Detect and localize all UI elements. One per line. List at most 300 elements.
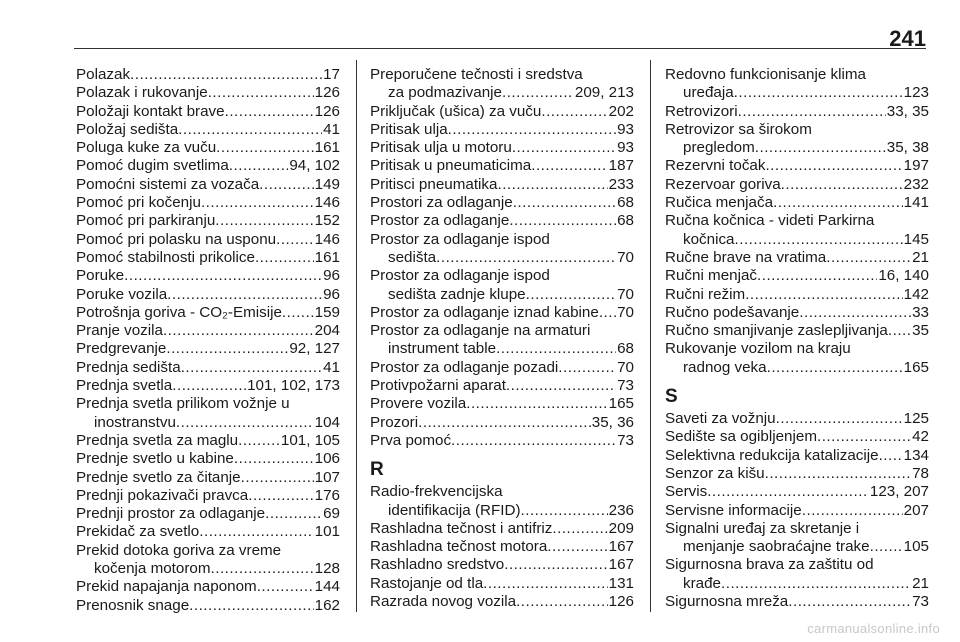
index-entry-heading: Polazak	[76, 66, 131, 83]
dot-leader	[167, 286, 322, 304]
index-entry-heading: Predgrevanje	[76, 340, 167, 358]
index-entry[interactable]	[76, 578, 340, 596]
index-entry[interactable]	[370, 66, 634, 103]
index-entry[interactable]	[665, 428, 929, 446]
dot-leader	[497, 176, 607, 194]
index-entry[interactable]	[665, 103, 929, 121]
page-number: 241	[889, 26, 926, 51]
column-divider	[356, 60, 357, 612]
index-entry-subheading: uređaja	[683, 84, 734, 102]
index-entry[interactable]	[665, 176, 929, 194]
dot-leader	[215, 212, 313, 230]
index-entry-subheading: pregledom	[683, 139, 755, 157]
index-entry[interactable]	[370, 322, 634, 359]
dot-leader	[558, 359, 616, 377]
index-entry-subheading: instrument table	[388, 340, 497, 358]
index-entry-heading: Pranje vozila	[76, 322, 163, 340]
page-references[interactable]: 33	[912, 303, 929, 321]
page-references[interactable]: 105	[903, 538, 929, 556]
dot-leader	[767, 359, 903, 377]
dot-leader	[512, 139, 616, 157]
index-entry-heading: Pomoć pri polasku na usponu	[76, 230, 277, 248]
index-entry-heading: Prenosnik snage	[76, 596, 190, 614]
dot-leader	[552, 520, 607, 538]
index-entry[interactable]	[76, 249, 340, 267]
index-entry[interactable]	[665, 447, 929, 465]
index-entry[interactable]	[76, 395, 340, 432]
index-entry[interactable]	[76, 121, 340, 139]
index-entry-heading: Saveti za vožnju	[665, 410, 776, 428]
index-entry[interactable]	[370, 575, 634, 593]
page-references[interactable]: 167	[608, 538, 634, 556]
index-entry[interactable]	[370, 538, 634, 556]
index-entry[interactable]	[370, 593, 634, 611]
index-entry-heading: Priključak (ušica) za vuču	[370, 102, 542, 120]
index-entry[interactable]	[76, 157, 340, 175]
index-entry-subheading: inostranstvu	[94, 413, 176, 431]
index-entry-heading: Sedište sa ogibljenjem	[665, 428, 817, 446]
index-entry-heading: Ručica menjača	[665, 194, 774, 212]
index-entry-heading: Prednji pokazivači pravca	[76, 486, 249, 504]
index-entry[interactable]	[76, 469, 340, 487]
index-entry[interactable]	[76, 286, 340, 304]
page-references[interactable]: 126	[608, 593, 634, 611]
page-references[interactable]: 101, 105	[280, 431, 340, 449]
index-entry[interactable]	[76, 487, 340, 505]
index-entry-heading: Selektivna redukcija katalizacije	[665, 446, 879, 464]
page-references[interactable]: 21	[912, 574, 929, 592]
dot-leader	[166, 340, 288, 358]
index-entry[interactable]	[665, 304, 929, 322]
watermark: carmanualsonline.info	[807, 621, 940, 636]
index-entry-heading: Signalni uređaj za skretanje i	[665, 519, 860, 537]
index-entry-heading: Prekidač za svetlo	[76, 523, 200, 541]
index-entry[interactable]	[76, 359, 340, 377]
index-entry[interactable]	[76, 231, 340, 249]
index-entry-heading: Pritisak u pneumaticima	[370, 157, 532, 175]
index-entry[interactable]	[76, 450, 340, 468]
page-references[interactable]: 96	[323, 267, 340, 285]
dot-leader	[241, 469, 314, 487]
index-entry[interactable]	[665, 340, 929, 377]
dot-leader	[208, 84, 314, 102]
dot-leader	[189, 597, 314, 615]
index-entry-heading: Prostor za odlaganje ispod	[370, 230, 550, 248]
dot-leader	[466, 395, 607, 413]
dot-leader	[172, 377, 246, 395]
index-entry-heading: Retrovizori	[665, 102, 738, 120]
dot-leader	[496, 340, 616, 358]
index-entry-heading: Ručno podešavanje	[665, 303, 800, 321]
dot-leader	[257, 578, 314, 596]
column-divider	[650, 60, 651, 612]
page-references[interactable]: 123	[903, 84, 929, 102]
page-references[interactable]: 145	[903, 230, 929, 248]
index-entry[interactable]	[370, 139, 634, 157]
dot-leader	[502, 84, 574, 102]
dot-leader	[788, 593, 911, 611]
index-entry-heading: Sigurnosna brava za zaštitu od	[665, 556, 874, 574]
index-entry[interactable]	[76, 66, 340, 84]
page-references[interactable]: 70	[617, 285, 634, 303]
page-references[interactable]: 78	[912, 464, 929, 482]
page-references[interactable]: 21	[912, 248, 929, 266]
section-letter: R	[370, 459, 384, 481]
dot-leader	[229, 157, 289, 175]
dot-leader	[888, 322, 911, 340]
index-entry[interactable]	[76, 523, 340, 541]
index-entry[interactable]	[665, 267, 929, 285]
dot-leader	[776, 410, 903, 428]
page-references[interactable]: 104	[314, 413, 340, 431]
index-column-1	[76, 66, 340, 615]
dot-leader	[765, 157, 902, 175]
index-entry[interactable]	[370, 267, 634, 304]
page-references[interactable]: 42	[912, 428, 929, 446]
dot-leader	[248, 487, 313, 505]
header-rule	[74, 48, 926, 49]
index-entry-heading: Poruke vozila	[76, 285, 168, 303]
index-entry-heading: Prostor za odlaganje iznad kabine	[370, 303, 599, 321]
index-entry[interactable]	[370, 304, 634, 322]
page-references[interactable]: 209, 213	[574, 84, 634, 102]
dot-leader	[199, 523, 313, 541]
dot-leader	[802, 502, 903, 520]
page-references[interactable]: 73	[912, 593, 929, 611]
index-entry-heading: Prednje svetlo za čitanje	[76, 468, 241, 486]
index-entry-heading: Prostor za odlaganje	[370, 212, 510, 230]
index-entry[interactable]	[76, 377, 340, 395]
page-references[interactable]: 162	[314, 596, 340, 614]
index-entry[interactable]	[76, 340, 340, 358]
page-references[interactable]: 68	[617, 194, 634, 212]
page-references[interactable]: 207	[903, 501, 929, 519]
page-references[interactable]: 41	[323, 358, 340, 376]
index-entry-heading: Ručni menjač	[665, 267, 758, 285]
dot-leader	[418, 414, 591, 432]
index-entry[interactable]	[665, 593, 929, 611]
index-entry[interactable]	[665, 66, 929, 103]
page-references[interactable]: 35, 36	[591, 413, 634, 431]
page-references[interactable]: 126	[314, 84, 340, 102]
dot-leader	[870, 538, 903, 556]
index-entry-heading: Sigurnosna mreža	[665, 593, 789, 611]
dot-leader	[234, 450, 314, 468]
index-entry-heading: Redovno funkcionisanje klima	[665, 66, 866, 83]
index-entry-heading: Poluga kuke za vuču	[76, 139, 217, 157]
index-entry[interactable]	[370, 414, 634, 432]
index-entry[interactable]	[370, 103, 634, 121]
index-entry-heading: Prozori	[370, 413, 419, 431]
index-entry-heading: Pritisci pneumatika	[370, 175, 498, 193]
dot-leader	[547, 538, 607, 556]
index-entry-heading: Pomoć pri kočenju	[76, 194, 201, 212]
dot-leader	[526, 286, 616, 304]
dot-leader	[238, 432, 280, 450]
page-references[interactable]: 70	[617, 358, 634, 376]
page-references[interactable]: 16, 140	[878, 267, 929, 285]
index-entry-subheading: sedišta zadnje klupe	[388, 285, 526, 303]
index-entry[interactable]	[370, 432, 634, 450]
index-entry[interactable]	[370, 121, 634, 139]
index-entry[interactable]	[76, 176, 340, 194]
page-references[interactable]: 134	[903, 446, 929, 464]
page-references[interactable]: 149	[314, 175, 340, 193]
index-entry-heading: Rashladna tečnost i antifriz	[370, 519, 553, 537]
index-entry[interactable]	[370, 176, 634, 194]
index-entry[interactable]	[76, 542, 340, 579]
index-entry-subheading: menjanje saobraćajne trake	[683, 538, 870, 556]
page-references[interactable]: 232	[903, 175, 929, 193]
dot-leader	[178, 121, 322, 139]
index-entry[interactable]	[370, 483, 634, 520]
index-entry-heading: Retrovizor sa širokom	[665, 120, 812, 138]
index-entry-heading: Prva pomoć	[370, 431, 452, 449]
index-entry-heading: Prostor za odlaganje na armaturi	[370, 322, 591, 340]
dot-leader	[276, 231, 314, 249]
index-entry[interactable]	[665, 483, 929, 501]
index-entry-subheading: kočnica	[683, 230, 735, 248]
page-references[interactable]: 126	[314, 102, 340, 120]
page-references[interactable]: 159	[314, 303, 340, 321]
page-references[interactable]: 69	[323, 505, 340, 523]
index-entry[interactable]	[665, 286, 929, 304]
page-references[interactable]: 233	[608, 175, 634, 193]
index-entry[interactable]	[665, 556, 929, 593]
index-entry-heading: Prednji prostor za odlaganje	[76, 505, 266, 523]
page-references[interactable]: 73	[617, 431, 634, 449]
index-entry-heading: Prednje svetlo u kabine	[76, 450, 234, 468]
index-entry[interactable]	[76, 432, 340, 450]
page-references[interactable]: 35	[912, 322, 929, 340]
index-column-3	[665, 66, 929, 611]
index-entry-heading: Prostor za odlaganje pozadi	[370, 358, 559, 376]
page-references[interactable]: 17	[323, 66, 340, 83]
page-references[interactable]: 144	[314, 578, 340, 596]
index-entry[interactable]	[370, 194, 634, 212]
dot-leader	[599, 304, 616, 322]
page-references[interactable]: 161	[314, 139, 340, 157]
dot-leader	[721, 575, 911, 593]
page-references[interactable]: 187	[608, 157, 634, 175]
dot-leader	[521, 502, 608, 520]
index-entry-heading: Položaj sedišta	[76, 120, 179, 138]
page-references[interactable]: 94, 102	[289, 157, 340, 175]
index-entry-heading: Pritisak ulja u motoru	[370, 139, 512, 157]
page-references[interactable]: 128	[314, 560, 340, 578]
page-references[interactable]: 197	[903, 157, 929, 175]
dot-leader	[163, 322, 314, 340]
index-entry-heading: Razrada novog vozila	[370, 593, 517, 611]
index-entry[interactable]	[665, 121, 929, 158]
dot-leader	[513, 194, 616, 212]
dot-leader	[255, 249, 314, 267]
dot-leader	[781, 176, 903, 194]
page-references[interactable]: 165	[903, 358, 929, 376]
dot-leader	[755, 139, 886, 157]
dot-leader	[176, 414, 314, 432]
page-references[interactable]: 68	[617, 212, 634, 230]
index-entry-heading: Prednja svetla za maglu	[76, 431, 239, 449]
index-entry-subheading: identifikacija (RFID)	[388, 501, 521, 519]
index-entry-heading: Radio-frekvencijska	[370, 483, 503, 501]
index-entry-heading: Rezervni točak	[665, 157, 766, 175]
index-entry[interactable]	[665, 157, 929, 175]
index-entry[interactable]	[665, 410, 929, 428]
index-entry[interactable]	[76, 103, 340, 121]
index-entry-heading: Servis	[665, 483, 708, 501]
dot-leader	[451, 432, 616, 450]
page-references[interactable]: 106	[314, 450, 340, 468]
index-entry-heading: Rashladno sredstvo	[370, 556, 505, 574]
page-references[interactable]: 167	[608, 556, 634, 574]
index-entry[interactable]	[370, 212, 634, 230]
page-references[interactable]: 142	[903, 285, 929, 303]
page-references[interactable]: 70	[617, 248, 634, 266]
index-entry-heading: Rezervoar goriva	[665, 175, 781, 193]
index-entry[interactable]	[370, 395, 634, 413]
index-entry[interactable]	[665, 249, 929, 267]
index-entry[interactable]	[665, 502, 929, 520]
dot-leader	[506, 377, 616, 395]
page-references[interactable]: 146	[314, 194, 340, 212]
index-entry[interactable]	[370, 157, 634, 175]
index-entry-subheading: kočenja motorom	[94, 560, 211, 578]
page-references[interactable]: 202	[608, 102, 634, 120]
page-references[interactable]: 146	[314, 230, 340, 248]
dot-leader	[448, 121, 616, 139]
page-references[interactable]: 93	[617, 120, 634, 138]
index-entry-heading: Servisne informacije	[665, 501, 802, 519]
dot-leader	[509, 212, 616, 230]
index-entry[interactable]	[76, 505, 340, 523]
dot-leader	[259, 176, 313, 194]
dot-leader	[826, 249, 911, 267]
index-entry-heading: Prostori za odlaganje	[370, 194, 513, 212]
index-entry[interactable]	[665, 322, 929, 340]
index-entry[interactable]	[76, 322, 340, 340]
index-entry[interactable]	[370, 359, 634, 377]
index-entry[interactable]	[76, 212, 340, 230]
page-references[interactable]: 35, 38	[886, 139, 929, 157]
dot-leader	[130, 66, 322, 84]
page-references[interactable]: 141	[903, 194, 929, 212]
page-references[interactable]: 107	[314, 468, 340, 486]
dot-leader	[436, 249, 616, 267]
index-entry-heading: Prednja sedišta	[76, 358, 181, 376]
page-references[interactable]: 125	[903, 410, 929, 428]
dot-leader	[879, 447, 903, 465]
page-references[interactable]: 96	[323, 285, 340, 303]
index-entry-heading: Ručna kočnica - videti Parkirna	[665, 212, 875, 230]
index-entry[interactable]	[370, 556, 634, 574]
page-references[interactable]: 209	[608, 519, 634, 537]
page-references[interactable]: 165	[608, 395, 634, 413]
index-entry[interactable]	[76, 84, 340, 102]
page-references[interactable]: 93	[617, 139, 634, 157]
dot-leader	[738, 103, 886, 121]
dot-leader	[734, 84, 903, 102]
index-entry[interactable]	[665, 212, 929, 249]
index-entry-subheading: za podmazivanje	[388, 84, 502, 102]
dot-leader	[745, 286, 902, 304]
dot-leader	[211, 560, 314, 578]
dot-leader	[265, 505, 322, 523]
page-references[interactable]: 176	[314, 486, 340, 504]
index-entry-heading: Ručne brave na vratima	[665, 248, 827, 266]
dot-leader	[531, 157, 607, 175]
dot-leader	[765, 465, 911, 483]
page-references[interactable]: 161	[314, 248, 340, 266]
dot-leader	[799, 304, 911, 322]
page-references[interactable]: 236	[608, 501, 634, 519]
page-references[interactable]: 92, 127	[289, 340, 340, 358]
dot-leader	[773, 194, 903, 212]
page-references[interactable]: 33, 35	[886, 102, 929, 120]
page-references[interactable]: 131	[608, 574, 634, 592]
index-entry-heading: Senzor za kišu	[665, 464, 765, 482]
dot-leader	[504, 556, 607, 574]
dot-leader	[707, 483, 869, 501]
index-entry-heading: Rukovanje vozilom na kraju	[665, 340, 851, 358]
index-entry[interactable]	[76, 194, 340, 212]
dot-leader	[216, 139, 314, 157]
index-entry[interactable]	[665, 520, 929, 557]
dot-leader	[516, 593, 608, 611]
dot-leader	[483, 575, 608, 593]
dot-leader	[201, 194, 314, 212]
page-references[interactable]: 41	[323, 120, 340, 138]
index-entry-subheading: radnog veka	[683, 358, 767, 376]
index-entry-heading: Prekid napajanja naponom	[76, 578, 257, 596]
index-entry-heading: Položaji kontakt brave	[76, 102, 225, 120]
page-references[interactable]: 152	[314, 212, 340, 230]
dot-leader	[757, 267, 877, 285]
index-entry[interactable]	[665, 465, 929, 483]
page-references[interactable]: 73	[617, 377, 634, 395]
index-entry-heading: Prednja svetla	[76, 377, 173, 395]
index-entry-heading: Pritisak ulja	[370, 120, 448, 138]
index-entry[interactable]	[76, 304, 340, 322]
dot-leader	[225, 103, 314, 121]
index-entry-heading: Ručno smanjivanje zaslepljivanja	[665, 322, 888, 340]
page-references[interactable]: 101	[314, 523, 340, 541]
page-references[interactable]: 204	[314, 322, 340, 340]
index-entry-heading: Poruke	[76, 267, 125, 285]
index-entry[interactable]	[76, 597, 340, 615]
index-entry-heading: Provere vozila	[370, 395, 467, 413]
index-entry[interactable]	[76, 139, 340, 157]
dot-leader	[181, 359, 322, 377]
page-references[interactable]: 70	[617, 303, 634, 321]
index-entry[interactable]	[370, 231, 634, 268]
page-references[interactable]: 101, 102, 173	[247, 377, 340, 395]
index-entry-heading: Pomoć pri parkiranju	[76, 212, 216, 230]
index-entry[interactable]	[370, 520, 634, 538]
page-references[interactable]: 123, 207	[869, 483, 929, 501]
index-entry-subheading: krađe	[683, 574, 721, 592]
index-entry-heading: Pomoć stabilnosti prikolice	[76, 248, 255, 266]
index-entry-heading: Protivpožarni aparat	[370, 377, 506, 395]
index-entry[interactable]	[665, 194, 929, 212]
page-references[interactable]: 68	[617, 340, 634, 358]
dot-leader	[124, 267, 322, 285]
index-entry[interactable]	[76, 267, 340, 285]
dot-leader	[817, 428, 911, 446]
index-entry-heading: Prednja svetla prilikom vožnje u	[76, 395, 290, 413]
index-entry[interactable]	[370, 377, 634, 395]
index-entry-heading: Potrošnja goriva - CO₂-Emisije	[76, 303, 282, 321]
